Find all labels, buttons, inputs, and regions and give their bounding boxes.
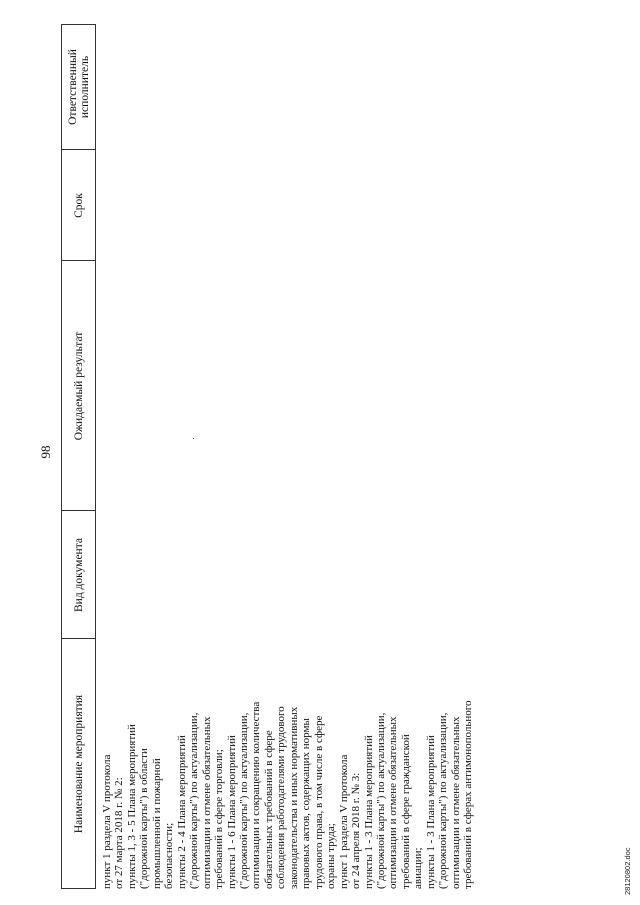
col-border bbox=[62, 24, 95, 25]
measure-text-line: ("дорожной карты") в области bbox=[138, 748, 151, 889]
measure-text-line: обязательных требований в сфере bbox=[262, 730, 275, 889]
measure-text-line: трудового права, в том числе в сфере bbox=[312, 715, 325, 889]
measure-text-line: от 24 апреля 2018 г. № 3: bbox=[350, 772, 363, 889]
measure-text-line: правовых актов, содержащих нормы bbox=[300, 718, 313, 889]
header-doc-type: Вид документа bbox=[72, 538, 85, 612]
measure-text-line: требований в сферах антимонопольного bbox=[462, 700, 475, 889]
measure-text-line: пункт 1 раздела V протокола bbox=[101, 754, 113, 889]
measure-text-line: оптимизации и сокращению количества bbox=[250, 701, 263, 889]
measure-text-line: ("дорожной карты") по актуализации, bbox=[374, 712, 387, 889]
measure-text-line: от 27 марта 2018 г. № 2: bbox=[113, 777, 126, 889]
measure-text-line: ("дорожной карты") по актуализации, bbox=[188, 712, 201, 889]
measure-text-line: соблюдения работодателями трудового bbox=[275, 706, 288, 889]
footer-filename: 28120802.doc bbox=[623, 847, 632, 895]
measure-text-line: законодательства и иных нормативных bbox=[287, 706, 300, 889]
header-deadline: Срок bbox=[72, 193, 85, 218]
measure-text-line: требований в сфере гражданской bbox=[399, 734, 412, 889]
header-measure-name: Наименование мероприятия bbox=[72, 694, 85, 834]
measure-text-line: оптимизации и отмене обязательных bbox=[387, 716, 400, 889]
measure-text-line: пункт 1 раздела V протокола bbox=[337, 754, 350, 889]
measure-text-line: охраны труда; bbox=[325, 823, 338, 889]
header-expected-result: Ожидаемый результат bbox=[72, 331, 85, 441]
measure-name-cell bbox=[101, 643, 475, 889]
measure-text-line: промышленной и пожарной bbox=[150, 758, 163, 889]
measure-text-line: пункты 1, 3 - 5 Плана мероприятий bbox=[125, 724, 138, 889]
measure-text-line: ("дорожной карты") по актуализации, bbox=[237, 712, 250, 889]
measure-text-line: оптимизации и отмене обязательных bbox=[200, 716, 213, 889]
measure-text-line: ("дорожной карты") по актуализации, bbox=[437, 712, 450, 889]
page-number: 98 bbox=[38, 445, 53, 459]
measure-text-line: безопасности; bbox=[163, 822, 176, 889]
measure-text-line: пункты 2 - 4 Плана мероприятий bbox=[175, 735, 188, 889]
measure-text-line: пункты 1 - 6 Плана мероприятий bbox=[225, 735, 238, 889]
measure-text-line: пункты 1 - 3 Плана мероприятий bbox=[362, 735, 375, 889]
stray-mark bbox=[193, 438, 194, 439]
measure-text-line: оптимизации и отмене обязательных bbox=[449, 716, 462, 889]
measure-text-line: пункты 1 - 3 Плана мероприятий bbox=[424, 735, 437, 889]
table-header bbox=[61, 24, 96, 889]
measures-table bbox=[61, 24, 621, 889]
measure-text-line: требований в сфере торговли; bbox=[213, 749, 226, 889]
measure-text-line: авиации; bbox=[412, 847, 425, 889]
header-responsible: Ответственный исполнитель bbox=[66, 49, 91, 125]
